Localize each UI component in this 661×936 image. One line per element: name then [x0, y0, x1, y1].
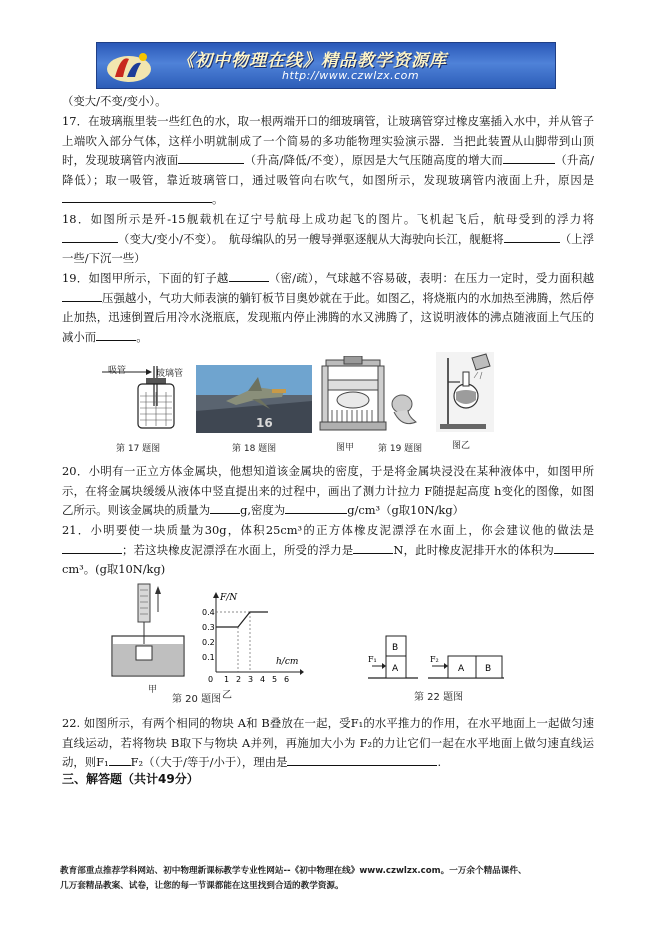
q22-text-3: . — [437, 755, 442, 770]
figure-18-carrier-jet — [196, 365, 312, 433]
figure-20-graph — [196, 590, 304, 686]
q19-blank-1[interactable] — [229, 270, 269, 282]
q20-text-2: g,密度为 — [240, 503, 286, 518]
graph-ytick-2: 0.2 — [202, 638, 215, 647]
header-banner — [96, 42, 556, 89]
fig22-force-1: F₁ — [368, 655, 377, 664]
q21-text-3: N，此时橡皮泥排开水的体积为 — [393, 542, 554, 557]
q21-blank-3[interactable] — [554, 542, 594, 554]
banner-title: 《初中物理在线》精品教学资源库 — [177, 51, 447, 71]
graph-xtick-3: 3 — [248, 675, 254, 684]
page-footer — [60, 864, 605, 894]
fig18-caption: 第 18 题图 — [232, 444, 277, 454]
fig20-label-jia: 甲 — [148, 685, 158, 695]
fig19-label-yi: 图乙 — [452, 441, 471, 451]
q16-tail: （变大/不变/变小）。 — [62, 94, 167, 108]
graph-ytick-0: 0.4 — [202, 608, 215, 617]
fig22-block-a-bottom: A — [392, 664, 399, 674]
fig22-block-b-side: B — [485, 664, 492, 674]
q19-text-1: 19．如图甲所示，下面的钉子越 — [62, 271, 229, 285]
q18-text-3: （上浮一些/下沉一些） — [62, 231, 594, 266]
section-3-heading: 三、解答题（共计49分） — [62, 772, 199, 786]
figure-22-blocks — [368, 632, 508, 684]
banner-url: http://www.czwlzx.com — [282, 69, 420, 82]
question-20 — [62, 462, 594, 521]
fig17-caption: 第 17 题图 — [116, 444, 161, 454]
question-21 — [62, 521, 594, 580]
graph-ytick-3: 0.1 — [202, 653, 215, 662]
q19-text-3: 压强越小，气功大师表演的躺钉板节目奥妙就在于此。如图乙，将烧瓶内的水加热至沸腾，然后停止加热，迅速倒置后用冷水浇瓶底，发现瓶内停止沸腾的水又沸腾了，这说明液体的沸点随液面上气压的减小而 — [62, 290, 594, 344]
fig20-label-yi: 乙 — [222, 690, 232, 701]
q18-blank-1[interactable] — [62, 231, 118, 243]
q17-text-2: （升高/降低/不变），原因是大气压随高度的增大而 — [244, 153, 503, 168]
figure-20-spring-scale — [108, 582, 190, 680]
svg-text:16: 16 — [256, 416, 273, 430]
q21-text-1: 21．小明要使一块质量为30g，体积25cm³的正方体橡皮泥漂浮在水面上，你会建议他的做法是 — [62, 523, 594, 537]
q20-blank-2[interactable] — [285, 502, 347, 514]
q20-text-3: g/cm³（g取10N/kg） — [347, 503, 465, 518]
q18-text-1: 18．如图所示是歼-15舰载机在辽宁号航母上成功起飞的图片。飞机起飞后，航母受到的浮力将 — [62, 212, 594, 226]
q19-text-4: 。 — [136, 329, 148, 344]
q21-blank-1[interactable] — [62, 542, 122, 554]
graph-xtick-2: 2 — [236, 675, 242, 684]
footer-line-1: 教育部重点推荐学科网站、初中物理新课标教学专业性网站--《初中物理在线》www.czwlzx.com。一万余个精品课件、 — [60, 866, 527, 876]
graph-ylabel: F/N — [220, 593, 238, 603]
q19-blank-3[interactable] — [96, 329, 136, 341]
site-logo-icon — [105, 47, 153, 85]
question-18 — [62, 210, 594, 269]
q17-blank-1[interactable] — [178, 152, 244, 164]
graph-ytick-1: 0.3 — [202, 623, 215, 632]
figure-19-nail-board — [318, 356, 388, 436]
fig17-label-straw: 吸管 — [108, 366, 127, 376]
q17-blank-3[interactable] — [62, 191, 212, 203]
fig17-label-tube: 玻璃管 — [156, 369, 184, 379]
q17-text-1: 17．在玻璃瓶里装一些红色的水，取一根两端开口的细玻璃管，让玻璃管穿过橡皮塞插入水中，并从管子上端吹入部分气体，这样小明就制成了一个简易的多功能物理实验演示器．当把此装置从山脚带到山顶时，发现玻璃管内液面 — [62, 114, 594, 168]
q18-blank-2[interactable] — [504, 231, 560, 243]
figure-19-balloon — [388, 392, 422, 432]
q21-blank-2[interactable] — [353, 542, 393, 554]
fig19-caption: 第 19 题图 — [378, 444, 423, 454]
fig22-force-2: F₂ — [430, 655, 439, 664]
q22-text-1: 22. 如图所示，有两个相同的物块 A和 B叠放在一起，受F₁的水平推力的作用，在水平地面上一起做匀速直线运动，若将物块 B取下与物块 A并列，再施加大小为 F₂的力让它们一起在水平地面上做匀速直线运动，则F₁ — [62, 716, 594, 770]
figure-19-flask — [436, 352, 494, 432]
fig19-label-jia: 图甲 — [336, 443, 355, 453]
q22-text-2: F₂（（大于/等于/小于），理由是 — [130, 755, 288, 770]
footer-line-2: 几万套精品教案、试卷，让您的每一节课都能在这里找到合适的教学资源。 — [60, 881, 344, 891]
question-22 — [62, 714, 594, 773]
graph-xtick-5: 5 — [272, 675, 278, 684]
graph-xtick-6: 6 — [284, 675, 290, 684]
question-19 — [62, 269, 594, 347]
q19-blank-2[interactable] — [62, 290, 102, 302]
q19-text-2: （密/疏），气球越不容易破，表明：在压力一定时，受力面积越 — [268, 271, 594, 285]
graph-xlabel: h/cm — [276, 657, 299, 667]
q22-blank-1[interactable] — [109, 754, 131, 766]
graph-xtick-1: 1 — [224, 675, 230, 684]
fig22-block-b-top: B — [392, 643, 399, 653]
q20-blank-1[interactable] — [210, 502, 240, 514]
fig22-block-a-side: A — [458, 664, 465, 674]
q21-text-2: ；若这块橡皮泥漂浮在水面上，所受的浮力是 — [122, 542, 354, 557]
q18-text-2: （变大/变小/不变）。 航母编队的另一艘导弹驱逐舰从大海驶向长江，舰艇将 — [118, 231, 504, 246]
q21-text-4: cm³。(g取10N/kg) — [62, 562, 166, 577]
graph-xtick-4: 4 — [260, 675, 266, 684]
question-17 — [62, 112, 594, 210]
fig20-caption: 第 20 题图 — [172, 694, 222, 705]
q20-text-1: 20．小明有一正立方体金属块，他想知道该金属块的密度，于是将金属块浸没在某种液体中，如图甲所示，在将金属块缓缓从液体中竖直提出来的过程中，画出了测力计拉力 F随提起高度 h变化的图像，如图乙所示。则该金属块的质量为 — [62, 464, 594, 518]
fig22-caption: 第 22 题图 — [414, 692, 464, 703]
graph-origin: 0 — [208, 675, 214, 684]
q22-blank-2[interactable] — [287, 754, 437, 766]
q17-text-3: （升高/降低）；取一吸管，靠近玻璃管口，通过吸管向右吹气，如图所示，发现玻璃管内液面上升，原因是 — [62, 153, 594, 187]
q17-text-4: 。 — [212, 192, 224, 207]
q17-blank-2[interactable] — [503, 152, 555, 164]
